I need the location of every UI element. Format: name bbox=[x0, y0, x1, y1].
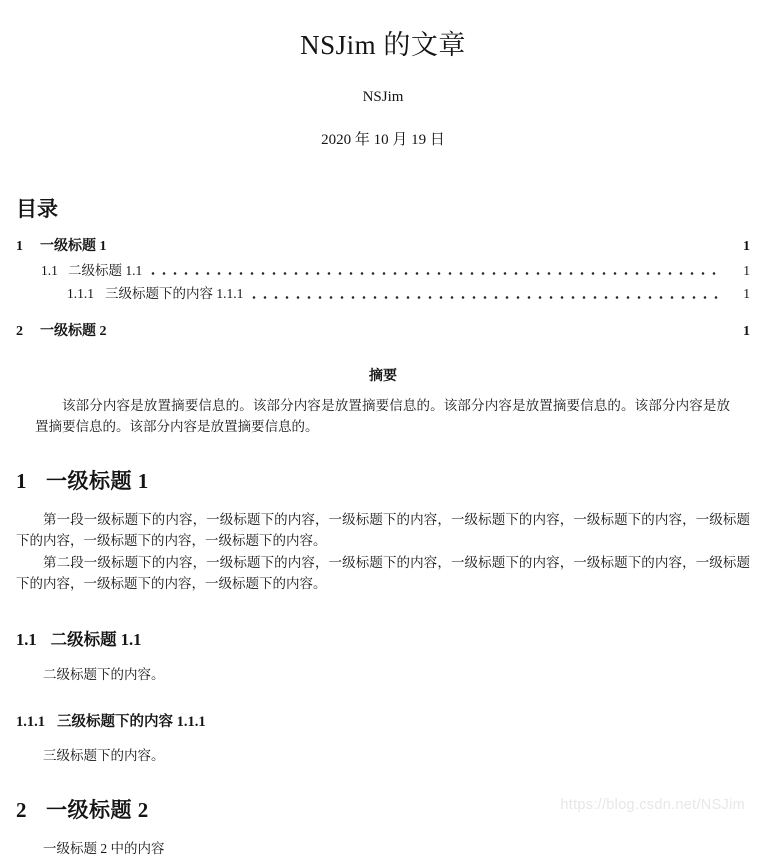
toc-page-number: 1 bbox=[743, 324, 750, 340]
section-1-1-heading bbox=[16, 626, 750, 650]
section-number: 1 bbox=[16, 468, 27, 493]
paragraph: 一级标题 2 中的内容 bbox=[43, 840, 165, 856]
watermark: https://blog.csdn.net/NSJim bbox=[560, 797, 745, 813]
toc-entry-label: 二级标题 1.1 bbox=[68, 262, 143, 278]
toc-entry bbox=[16, 286, 750, 303]
abstract-section bbox=[16, 365, 750, 438]
toc-entry bbox=[16, 323, 750, 341]
toc-entry bbox=[16, 238, 750, 256]
section-title: 二级标题 1.1 bbox=[50, 629, 142, 649]
toc-entry-label: 一级标题 1 bbox=[40, 239, 107, 254]
toc-entry-number: 1 bbox=[16, 239, 23, 254]
toc-page-number: 1 bbox=[743, 286, 750, 302]
toc-entry bbox=[16, 263, 750, 280]
section-title: 一级标题 1 bbox=[46, 468, 149, 493]
section-title: 三级标题下的内容 1.1.1 bbox=[57, 714, 206, 731]
toc-entry-number: 1.1 bbox=[41, 262, 58, 278]
toc-dot-leader bbox=[252, 295, 721, 300]
paragraph: 第一段一级标题下的内容，一级标题下的内容，一级标题下的内容，一级标题下的内容，一级标题下的内容，一级标题下的内容，一级标题下的内容，一级标题下的内容。 bbox=[16, 511, 750, 549]
toc-heading: 目录 bbox=[16, 197, 58, 221]
toc-entry-number: 1.1.1 bbox=[67, 286, 94, 302]
document-title: NSJim 的文章 bbox=[300, 30, 466, 60]
toc-entry-label: 一级标题 2 bbox=[40, 324, 107, 340]
section-1-1-1-heading bbox=[16, 710, 750, 731]
section-number: 2 bbox=[16, 797, 27, 822]
section-number: 1.1 bbox=[16, 629, 37, 649]
abstract-heading: 摘要 bbox=[369, 368, 397, 384]
paragraph: 二级标题下的内容。 bbox=[43, 666, 165, 682]
toc-entry-label: 三级标题下的内容 1.1.1 bbox=[105, 286, 244, 302]
toc-entry-number: 2 bbox=[16, 324, 23, 340]
toc-page-number: 1 bbox=[743, 239, 750, 254]
table-of-contents bbox=[16, 238, 750, 341]
date: 2020 年 10 月 19 日 bbox=[321, 132, 445, 148]
toc-dot-leader bbox=[151, 271, 721, 276]
paragraph: 三级标题下的内容。 bbox=[43, 748, 165, 764]
section-1-heading bbox=[16, 465, 750, 495]
paragraph: 第二段一级标题下的内容，一级标题下的内容，一级标题下的内容，一级标题下的内容，一级标题下的内容，一级标题下的内容，一级标题下的内容，一级标题下的内容。 bbox=[16, 554, 750, 592]
section-title: 一级标题 2 bbox=[46, 797, 149, 822]
toc-page-number: 1 bbox=[743, 262, 750, 278]
section-number: 1.1.1 bbox=[16, 714, 45, 731]
author: NSJim bbox=[362, 89, 404, 105]
abstract-text: 该部分内容是放置摘要信息的。该部分内容是放置摘要信息的。该部分内容是放置摘要信息的。该部分内容是放置摘要信息的。该部分内容是放置摘要信息的。 bbox=[35, 397, 730, 435]
